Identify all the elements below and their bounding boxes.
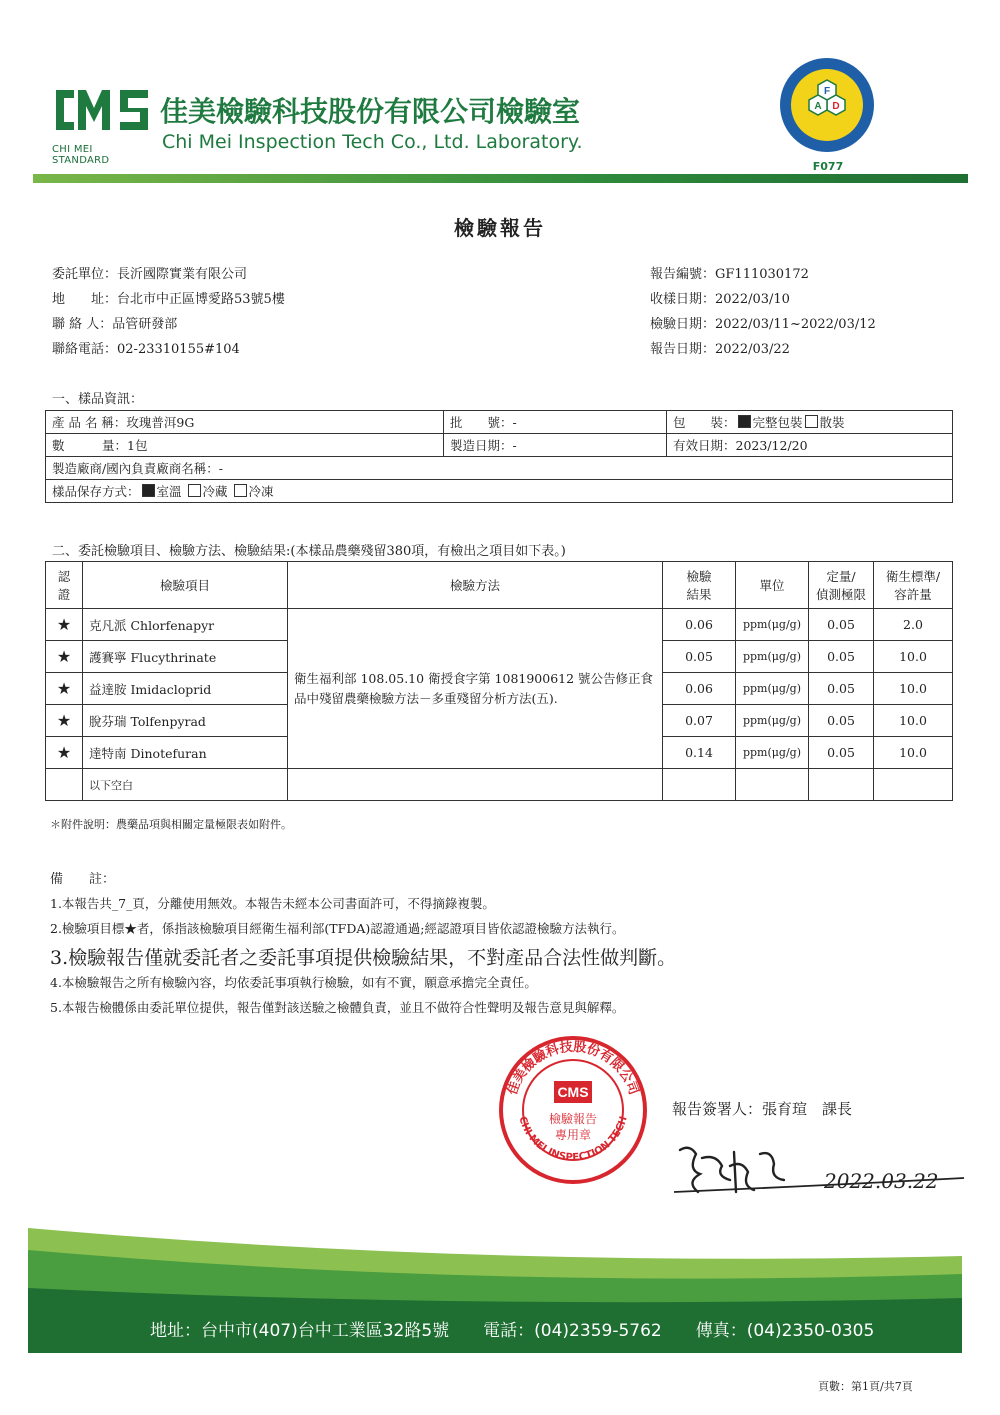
header-cert: 認證 — [46, 562, 83, 609]
unit-cell: ppm(μg/g) — [736, 673, 809, 705]
client-contact: 聯 絡 人：品管研發部 — [52, 317, 178, 332]
signer-label: 報告簽署人：張育瑄 課長 — [672, 1100, 853, 1118]
client-address: 地 址：台北市中正區博愛路53號5樓 — [52, 292, 285, 307]
result-cell: 0.07 — [663, 705, 736, 737]
page-number: 頁數：第1頁/共7頁 — [818, 1380, 913, 1393]
cms-logo — [52, 84, 152, 136]
section-results-title: 二、委託檢驗項目、檢驗方法、檢驗結果:(本樣品農藥殘留380項，有檢出之項目如下表。) — [52, 544, 566, 559]
header-item: 檢驗項目 — [83, 562, 288, 609]
unit-cell: ppm(μg/g) — [736, 609, 809, 641]
report-number: 報告編號：GF111030172 — [650, 267, 809, 282]
client-phone: 聯絡電話：02-23310155#104 — [52, 342, 240, 357]
test-date: 檢驗日期：2022/03/11~2022/03/12 — [650, 317, 876, 332]
package-cell: 包 裝： 完整包裝 散裝 — [667, 411, 953, 434]
mfg-cell: 製造日期：- — [444, 434, 667, 457]
result-cell: 0.06 — [663, 609, 736, 641]
results-table — [45, 561, 953, 801]
loq-cell: 0.05 — [809, 673, 874, 705]
exp-cell: 有效日期：2023/12/20 — [667, 434, 953, 457]
logo-caption: CHI MEI STANDARD — [52, 144, 110, 166]
loq-cell: 0.05 — [809, 705, 874, 737]
remark-1: 1.本報告共_7_頁，分離使用無效。本報告未經本公司書面許可，不得摘錄複製。 — [50, 896, 495, 911]
batch-cell: 批 號：- — [444, 411, 667, 434]
cert-star: ★ — [46, 641, 83, 673]
header-loq: 定量/ 偵測極限 — [809, 562, 874, 609]
svg-text:CHI MEI INSPECTION TECH: CHI MEI INSPECTION TECH — [516, 1115, 630, 1164]
method-cell: 衛生福利部 108.05.10 衛授食字第 1081900612 號公告修正食品中殘留農藥檢驗方法－多重殘留分析方法(五). — [288, 609, 663, 769]
unit-cell: ppm(μg/g) — [736, 641, 809, 673]
company-seal — [498, 1035, 648, 1185]
result-cell: 0.14 — [663, 737, 736, 769]
company-name-en: Chi Mei Inspection Tech Co., Ltd. Laboratory. — [162, 131, 583, 153]
std-cell: 10.0 — [874, 737, 953, 769]
item-cell: 脫芬瑞 Tolfenpyrad — [83, 705, 288, 737]
svg-text:CMS: CMS — [557, 1084, 589, 1100]
checkbox-checked-icon — [738, 415, 751, 428]
maker-cell: 製造廠商/國內負責廠商名稱：- — [46, 457, 953, 480]
item-cell: 護賽寧 Flucythrinate — [83, 641, 288, 673]
fda-code: F077 — [812, 160, 844, 173]
result-cell: 0.05 — [663, 641, 736, 673]
company-name-cn: 佳美檢驗科技股份有限公司檢驗室 — [160, 95, 581, 128]
footer-contact: 地址：台中市(407)台中工業區32路5號 電話：(04)2359-5762 傳真：(04)2350-0305 — [150, 1321, 875, 1341]
sample-table — [45, 410, 953, 503]
std-cell: 10.0 — [874, 705, 953, 737]
header-result: 檢驗 結果 — [663, 562, 736, 609]
section-sample-title: 一、樣品資訊： — [52, 392, 144, 407]
header-std: 衛生標準/ 容許量 — [874, 562, 953, 609]
checkbox-icon — [188, 484, 201, 497]
svg-text:D: D — [832, 101, 840, 112]
qty-cell: 數 量：1包 — [46, 434, 444, 457]
checkbox-icon — [805, 415, 818, 428]
item-cell: 克凡派 Chlorfenapyr — [83, 609, 288, 641]
report-info — [650, 262, 876, 362]
report-title: 檢驗報告 — [454, 216, 546, 240]
fda-badge-icon — [778, 56, 876, 154]
header-unit: 單位 — [736, 562, 809, 609]
unit-cell: ppm(μg/g) — [736, 737, 809, 769]
received-date: 收樣日期：2022/03/10 — [650, 292, 790, 307]
svg-text:F: F — [823, 86, 831, 97]
result-cell: 0.06 — [663, 673, 736, 705]
loq-cell: 0.05 — [809, 609, 874, 641]
table-row-blank — [46, 769, 953, 801]
std-cell: 10.0 — [874, 641, 953, 673]
cert-star: ★ — [46, 737, 83, 769]
svg-text:A: A — [814, 101, 822, 112]
signature-date: 2022.03.22 — [824, 1169, 939, 1193]
remark-2: 2.檢驗項目標★者，係指該檢驗項目經衛生福利部(TFDA)認證通過;經認證項目皆依認證檢驗方法執行。 — [50, 921, 625, 936]
std-cell: 2.0 — [874, 609, 953, 641]
cert-star: ★ — [46, 609, 83, 641]
item-cell: 益達胺 Imidacloprid — [83, 673, 288, 705]
loq-cell: 0.05 — [809, 737, 874, 769]
checkbox-checked-icon — [142, 484, 155, 497]
remark-5: 5.本報告檢體係由委託單位提供，報告僅對該送驗之檢體負責，並且不做符合性聲明及報告意見與解釋。 — [50, 1000, 625, 1015]
unit-cell: ppm(μg/g) — [736, 705, 809, 737]
report-date: 報告日期：2022/03/22 — [650, 342, 790, 357]
remark-3: 3.檢驗報告僅就委託者之委託事項提供檢驗結果，不對產品合法性做判斷。 — [50, 947, 677, 969]
remark-4: 4.本檢驗報告之所有檢驗內容，均依委託事項執行檢驗，如有不實，願意承擔完全責任。 — [50, 975, 537, 990]
std-cell: 10.0 — [874, 673, 953, 705]
storage-cell: 樣品保存方式： 室溫 冷藏 冷凍 — [46, 480, 953, 503]
handwritten-signature — [672, 1138, 972, 1198]
cert-star: ★ — [46, 705, 83, 737]
sample-name-cell: 產 品 名 稱：玫瑰普洱9G — [46, 411, 444, 434]
svg-text:檢驗報告: 檢驗報告 — [548, 1112, 598, 1126]
svg-text:專用章: 專用章 — [554, 1128, 592, 1142]
remarks-heading: 備 註： — [50, 872, 116, 887]
item-cell: 達特南 Dinotefuran — [83, 737, 288, 769]
svg-text:佳美檢驗科技股份有限公司: 佳美檢驗科技股份有限公司 — [505, 1039, 641, 1098]
header-rule — [33, 174, 968, 183]
blank-note: 以下空白 — [83, 769, 288, 801]
client-info — [52, 262, 285, 362]
cert-star: ★ — [46, 673, 83, 705]
table-row — [46, 609, 953, 641]
attachment-note: ＊附件說明：農藥品項與相關定量極限表如附件。 — [50, 818, 292, 831]
checkbox-icon — [234, 484, 247, 497]
client-unit: 委託單位：長沂國際實業有限公司 — [52, 267, 248, 282]
loq-cell: 0.05 — [809, 641, 874, 673]
header-method: 檢驗方法 — [288, 562, 663, 609]
